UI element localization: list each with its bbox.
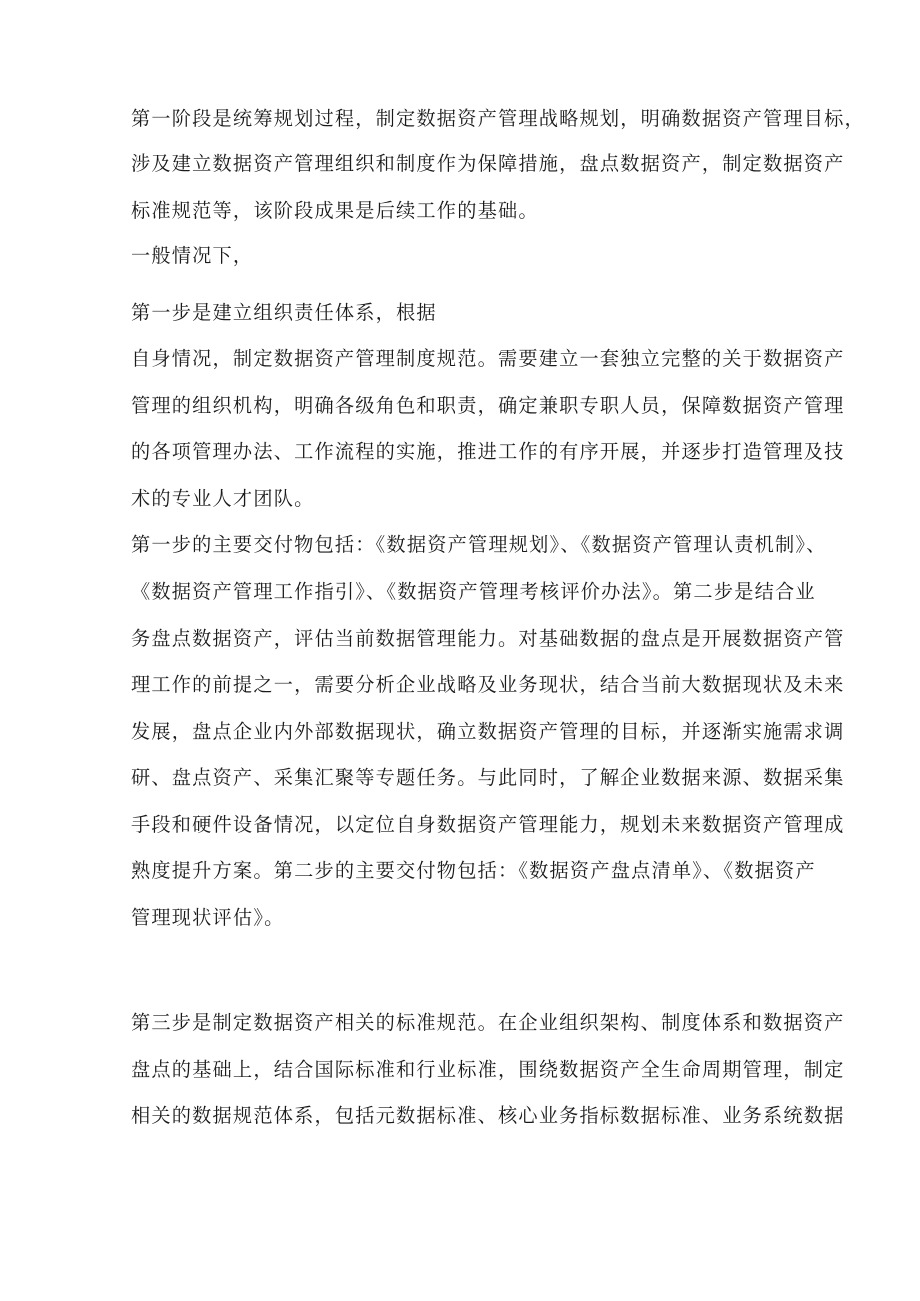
text-line-16: 手段和硬件设备情况，以定位自身数据资产管理能力，规划未来数据资产管理成 (131, 813, 845, 836)
text-line-3: 标准规范等，该阶段成果是后续工作的基础。 (131, 199, 539, 222)
text-line-6: 自身情况，制定数据资产管理制度规范。需要建立一套独立完整的关于数据资产 (131, 347, 845, 370)
text-line-10: 第一步的主要交付物包括：《数据资产管理规划》、《数据资产管理认责机制》、 (131, 533, 827, 556)
text-line-11: 《数据资产管理工作指引》、《数据资产管理考核评价办法》。第二步是结合业 (131, 580, 816, 603)
text-line-5: 第一步是建立组织责任体系，根据 (131, 301, 437, 324)
text-line-13: 理工作的前提之一，需要分析企业战略及业务现状，结合当前大数据现状及未来 (131, 673, 845, 696)
text-line-4: 一般情况下， (131, 244, 254, 267)
text-line-7: 管理的组织机构，明确各级角色和职责，确定兼职专职人员，保障数据资产管理 (131, 394, 845, 417)
text-line-12: 务盘点数据资产，评估当前数据管理能力。对基础数据的盘点是开展数据资产管 (131, 627, 845, 650)
text-line-17: 熟度提升方案。第二步的主要交付物包括：《数据资产盘点清单》、《数据资产 (131, 859, 816, 882)
text-line-19: 第三步是制定数据资产相关的标准规范。在企业组织架构、制度体系和数据资产 (131, 1011, 845, 1034)
text-line-18: 管理现状评估》。 (131, 906, 285, 929)
text-line-8: 的各项管理办法、工作流程的实施，推进工作的有序开展，并逐步打造管理及技 (131, 440, 845, 463)
text-line-2: 涉及建立数据资产管理组织和制度作为保障措施，盘点数据资产，制定数据资产 (131, 152, 845, 175)
text-line-9: 术的专业人才团队。 (131, 487, 315, 510)
text-line-21: 相关的数据规范体系，包括元数据标准、核心业务指标数据标准、业务系统数据 (131, 1104, 845, 1127)
text-line-1: 第一阶段是统筹规划过程，制定数据资产管理战略规划，明确数据资产管理目标， (131, 107, 865, 130)
text-line-15: 研、盘点资产、采集汇聚等专题任务。与此同时，了解企业数据来源、数据采集 (131, 766, 845, 789)
text-line-20: 盘点的基础上，结合国际标准和行业标准，围绕数据资产全生命周期管理，制定 (131, 1058, 845, 1081)
text-line-14: 发展，盘点企业内外部数据现状，确立数据资产管理的目标，并逐渐实施需求调 (131, 720, 845, 743)
